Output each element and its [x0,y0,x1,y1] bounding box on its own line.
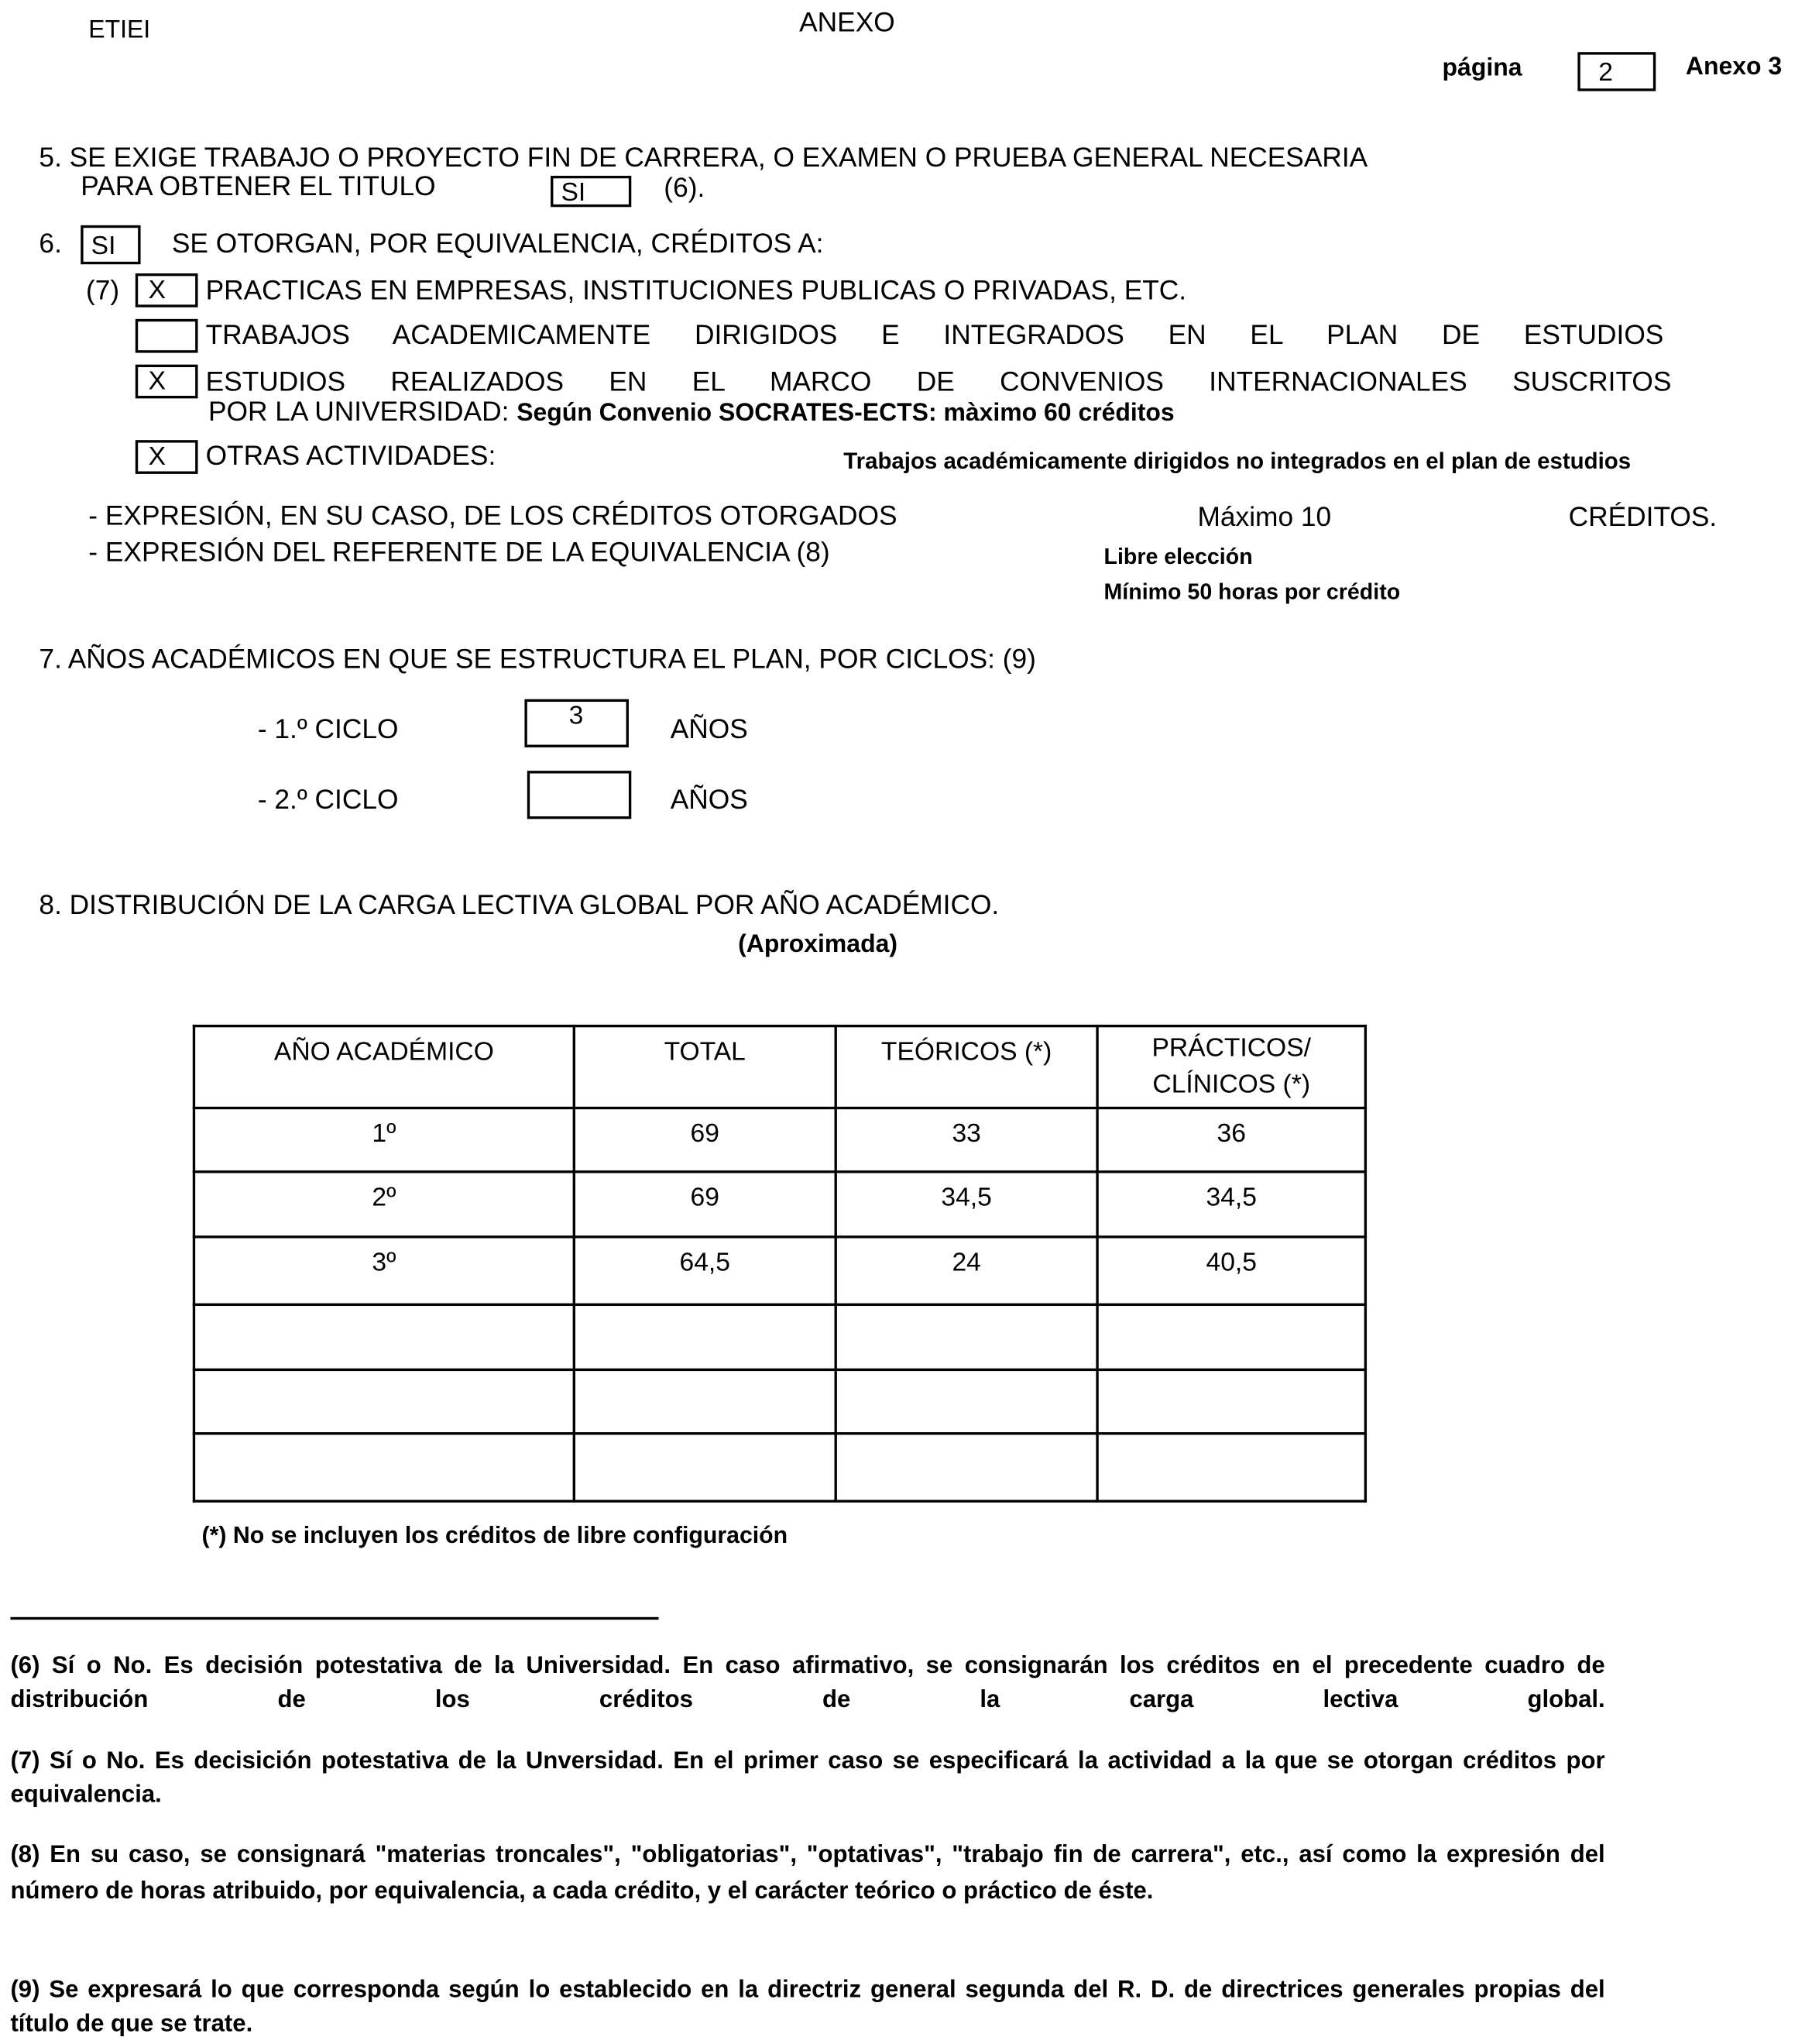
s5-line2: PARA OBTENER EL TITULO [81,171,436,202]
cell-total [574,1304,836,1369]
cell-year: 3º [194,1237,574,1304]
table-row [194,1369,1365,1433]
s5-line1: 5. SE EXIGE TRABAJO O PROYECTO FIN DE CARRERA, O EXAMEN O PRUEBA GENERAL NECESARIA [39,143,1368,173]
footnote-divider [10,1617,658,1620]
s5-note: (6). [664,173,705,204]
table-row [194,1172,1365,1237]
load-table [193,1025,1367,1503]
table-row [194,1434,1365,1501]
cell-year [194,1369,574,1433]
item-otras-detail: Trabajos académicamente dirigidos no integrados en el plan de estudios [843,448,1632,474]
checkbox-otras[interactable]: X [136,440,198,474]
cell-year: 2º [194,1172,574,1237]
s6-ref: (7) [85,276,120,307]
header-left: ETIEI [88,16,151,45]
item-practicas: PRACTICAS EN EMPRESAS, INSTITUCIONES PUBLICAS O PRIVADAS, ETC. [205,276,1187,307]
table-header [194,1026,1365,1108]
cell-practice: 36 [1097,1108,1365,1172]
cell-theory [836,1369,1097,1433]
ref-label: - EXPRESIÓN DEL REFERENTE DE LA EQUIVALENCIA (8) [88,538,830,568]
footnote-6: (6) Sí o No. Es decisión potestativa de la Universidad. En caso afirmativo, se consignarán los créditos en el precedente cuadro de distribución de los créditos de la carga lectiva global. [10,1651,1605,1712]
s5-value-box: SI [551,176,631,207]
cell-total [574,1434,836,1501]
item-otras: OTRAS ACTIVIDADES: [205,441,496,472]
credits-label: - EXPRESIÓN, EN SU CASO, DE LOS CRÉDITOS OTORGADOS [88,501,897,531]
annex-label: Anexo 3 [1685,53,1783,81]
s8-title: 8. DISTRIBUCIÓN DE LA CARGA LECTIVA GLOBAL POR AÑO ACADÉMICO. [39,890,1000,921]
checkbox-practicas[interactable]: X [136,273,198,307]
table-row [194,1108,1365,1172]
s7-title: 7. AÑOS ACADÉMICOS EN QUE SE ESTRUCTURA EL PLAN, POR CICLOS: (9) [39,644,1036,675]
cell-total [574,1369,836,1433]
cell-practice [1097,1434,1365,1501]
cell-total: 69 [574,1172,836,1237]
cycle1-label: - 1.º CICLO [257,714,399,745]
page-label: página [1442,54,1522,82]
checkbox-estudios[interactable]: X [136,365,198,399]
s6-number: 6. [39,228,62,259]
cell-theory: 34,5 [836,1172,1097,1237]
cell-year [194,1434,574,1501]
cell-practice: 40,5 [1097,1237,1365,1304]
table-note: (*) No se incluyen los créditos de libre configuración [201,1522,788,1548]
s6-value-box: SI [81,225,140,264]
estudios-line2b: Según Convenio SOCRATES-ECTS: màximo 60 créditos [516,400,1175,428]
table-row [194,1304,1365,1369]
cell-year: 1º [194,1108,574,1172]
cycle2-years-box [527,771,631,819]
footnote-9: (9) Se expresará lo que corresponda según lo establecido en la directriz general segunda del R. D. de directrices generales propias del título de que se trate. [10,1975,1605,2037]
credits-value: Máximo 10 [1197,502,1332,533]
cycle2-unit: AÑOS [670,785,748,816]
cycle1-unit: AÑOS [670,714,748,745]
footnote-8: (8) En su caso, se consignará "materias troncales", "obligatorias", "optativas", "trabajo fin de carrera", etc., así como la expresión del número de horas atribuido, por equivalencia, a cada crédito, y el carácter teórico o práctico de éste. [10,1840,1605,1904]
cell-theory: 33 [836,1108,1097,1172]
cell-total: 69 [574,1108,836,1172]
cell-theory [836,1304,1097,1369]
cell-theory [836,1434,1097,1501]
cell-year [194,1304,574,1369]
page-number-box: 2 [1577,52,1656,91]
ref-value-2: Mínimo 50 horas por crédito [1103,579,1401,604]
cycle1-years-box: 3 [524,699,628,747]
credits-unit: CRÉDITOS. [1568,502,1718,533]
header-practice: PRÁCTICOS/ CLÍNICOS (*) [1097,1026,1365,1108]
header-title: ANEXO [799,8,895,38]
header-total: TOTAL [574,1026,836,1108]
header-year: AÑO ACADÉMICO [194,1026,574,1108]
item-estudios-line2 [208,397,1175,430]
cycle2-label: - 2.º CICLO [257,785,399,816]
cell-theory: 24 [836,1237,1097,1304]
ref-value-1: Libre elección [1103,544,1253,569]
checkbox-trabajos[interactable] [136,319,198,353]
table-row [194,1237,1365,1304]
s8-subtitle: (Aproximada) [738,930,897,959]
item-estudios: ESTUDIOS REALIZADOS EN EL MARCO DE CONVENIOS INTERNACIONALES SUSCRITOS [205,367,1672,397]
estudios-line2a: POR LA UNIVERSIDAD: [208,397,510,428]
item-trabajos: TRABAJOS ACADEMICAMENTE DIRIGIDOS E INTEGRADOS EN EL PLAN DE ESTUDIOS [205,320,1664,351]
cell-total: 64,5 [574,1237,836,1304]
s6-title: SE OTORGAN, POR EQUIVALENCIA, CRÉDITOS A: [171,228,824,259]
cell-practice [1097,1304,1365,1369]
cell-practice: 34,5 [1097,1172,1365,1237]
header-theory: TEÓRICOS (*) [836,1026,1097,1108]
cell-practice [1097,1369,1365,1433]
footnote-7: (7) Sí o No. Es decisición potestativa de la Unversidad. En el primer caso se especificará la actividad a la que se otorgan créditos por equivalencia. [10,1746,1605,1808]
